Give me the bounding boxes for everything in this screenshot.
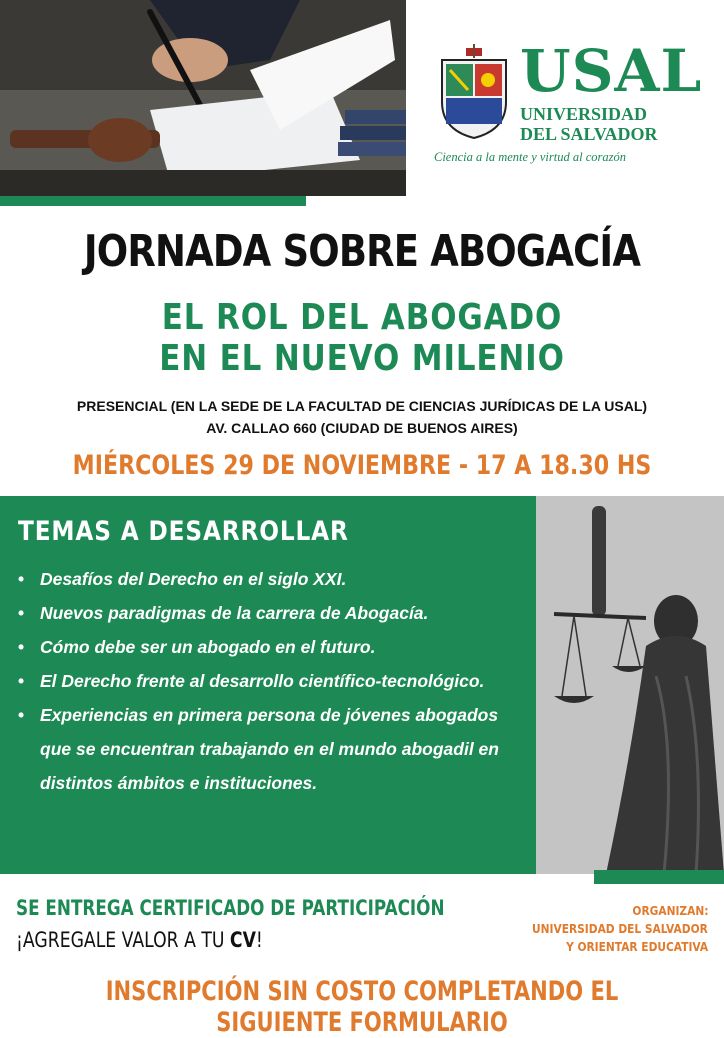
organizer-2: Y ORIENTAR EDUCATIVA [565, 939, 708, 954]
event-date-time: MIÉRCOLES 29 DE NOVIEMBRE - 17 A 18.30 HS [72, 450, 652, 481]
accent-bar-right [594, 870, 724, 884]
logo-wordmark: USAL [520, 37, 703, 105]
topic-item: • Nuevos paradigmas de la carrera de Abogacía. [18, 596, 518, 630]
organizer-1: UNIVERSIDAD DEL SALVADOR [532, 921, 708, 936]
location-line-2: AV. CALLAO 660 (CIUDAD DE BUENOS AIRES) [206, 420, 518, 436]
topic-item: • Experiencias en primera persona de jóvenes abogados que se encuentran trabajando en el mundo abogadil en distintos ámbitos e instituciones. [18, 698, 518, 800]
topic-item: • Cómo debe ser un abogado en el futuro. [18, 630, 518, 664]
cv-suffix: ! [255, 928, 263, 952]
cv-prefix: ¡AGREGALE VALOR A TU [16, 928, 230, 952]
usal-crest-icon [436, 44, 512, 140]
location-line-1: PRESENCIAL (EN LA SEDE DE LA FACULTAD DE CIENCIAS JURÍDICAS DE LA USAL) [76, 398, 648, 414]
cv-notice [16, 928, 263, 952]
topic-item: • El Derecho frente al desarrollo científico-tecnológico. [18, 664, 518, 698]
signup-link[interactable]: INSCRIPCIÓN SIN COSTO COMPLETANDO EL SIGUIENTE FORMULARIO [105, 976, 619, 1038]
event-subtitle-line-2: EN EL NUEVO MILENIO [159, 338, 565, 379]
logo-motto: Ciencia a la mente y virtud al corazón [434, 150, 626, 164]
topics-heading: TEMAS A DESARROLLAR [18, 516, 349, 547]
organizers-label: ORGANIZAN: [631, 903, 708, 918]
lawyer-desk-illustration [0, 0, 406, 196]
lady-justice-illustration [536, 496, 724, 874]
cv-bold: CV [229, 928, 256, 952]
accent-bar-top [0, 196, 306, 206]
logo-line-2: DEL SALVADOR [520, 124, 658, 144]
logo-line-1: UNIVERSIDAD [520, 104, 648, 124]
header-photo-lawyer-signing [0, 0, 406, 196]
lady-justice-photo [536, 496, 724, 874]
event-subtitle-line-1: EL ROL DEL ABOGADO [161, 297, 563, 338]
topics-list [18, 562, 518, 800]
certificate-notice: SE ENTREGA CERTIFICADO DE PARTICIPACIÓN [16, 896, 445, 920]
event-title: JORNADA SOBRE ABOGACÍA [83, 226, 641, 277]
topic-item: • Desafíos del Derecho en el siglo XXI. [18, 562, 518, 596]
